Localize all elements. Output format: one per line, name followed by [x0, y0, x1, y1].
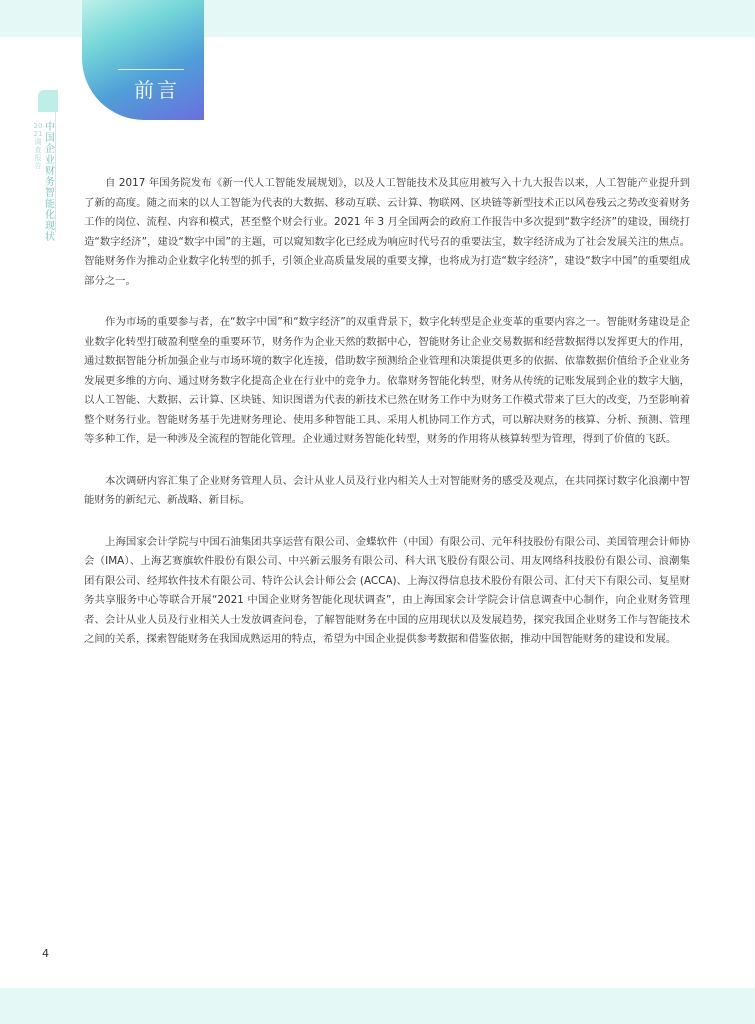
- report-subtitle-vertical: 2021 调查报告: [33, 122, 43, 170]
- page-title: 前言: [134, 78, 180, 102]
- paragraph-2: 作为市场的重要参与者，在“数字中国”和“数字经济”的双重背景下，数字化转型是企业变革的重要内容之一。智能财务建设是企业数字化转型打破盈利壁垒的重要环节，财务作为企业天然的数据中心，智能财务让企业交易数据和经营数据得以发挥更大的作用，通过数据智能分析加强企业与市场环境的数字化连接，借助数字预测给企业管理和决策提供更多的依据、依靠数据价值给予企业业务发展更多维的方向、通过财务数字化提高企业在行业中的竞争力。依靠财务智能化转型，财务从传统的记账发展到企业的数字大脑，以人工智能、大数据、云计算、区块链、知识图谱为代表的新技术已然在财务工作中为财务工作模式带来了巨大的改变，乃至影响着整个财务行业。智能财务基于先进财务理论、使用多种智能工具、采用人机协同工作方式，可以解决财务的核算、分析、预测、管理等多种工作，是一种涉及全流程的智能化管理。企业通过财务智能化转型，财务的作用将从核算转型为管理，得到了价值的飞跃。: [84, 316, 690, 445]
- paragraph-1: 自 2017 年国务院发布《新一代人工智能发展规划》，以及人工智能技术及其应用被写入十九大报告以来，人工智能产业提升到了新的高度。随之而来的以人工智能为代表的大数据、移动互联、云计算、物联网、区块链等新型技术正以风卷残云之势改变着财务工作的岗位、流程、内容和模式，甚至整个财会行业。2021 年 3 月全国两会的政府工作报告中多次提到“数字经济”的建设，围绕打造“数字经济”，建设“数字中国”的主题，可以窥知数字化已经成为响应时代号召的重要法宝，数字经济成为了社会发展关注的焦点。智能财务作为推动企业数字化转型的抓手，引领企业高质量发展的重要支撑，也将成为打造“数字经济”，建设“数字中国”的重要组成部分之一。: [84, 177, 690, 287]
- report-title-vertical: 中国企业财务智能化现状: [45, 122, 55, 243]
- side-tab: [38, 90, 58, 112]
- paragraph-4: 上海国家会计学院与中国石油集团共享运营有限公司、金蝶软件（中国）有限公司、元年科技股份有限公司、美国管理会计师协会（IMA）、上海艺赛旗软件股份有限公司、中兴新云服务有限公司、科大讯飞股份有限公司、用友网络科技股份有限公司、浪潮集团有限公司、经邦软件技术有限公司、特许公认会计师公会 (ACCA)、上海汉得信息技术股份有限公司、汇付天下有限公司、复星财务共享服务中心等联合开展“2021 中国企业财务智能化现状调查”，由上海国家会计学院会计信息调查中心制作，向企业财务管理者、会计从业人员及行业相关人士发放调查问卷，了解智能财务在中国的应用现状以及发展趋势，探究我国企业财务工作与智能技术之间的关系，探索智能财务在我国成熟运用的特点，希望为中国企业提供参考数据和借鉴依据，推动中国智能财务的建设和发展。: [84, 535, 690, 645]
- bottom-band: [0, 988, 755, 1024]
- header-rule: [118, 69, 184, 70]
- preface-body: [84, 174, 690, 672]
- paragraph-3: 本次调研内容汇集了企业财务管理人员、会计从业人员及行业内相关人士对智能财务的感受及观点，在共同探讨数字化浪潮中智能财务的新纪元、新战略、新目标。: [84, 474, 690, 506]
- page-number: 4: [42, 947, 49, 960]
